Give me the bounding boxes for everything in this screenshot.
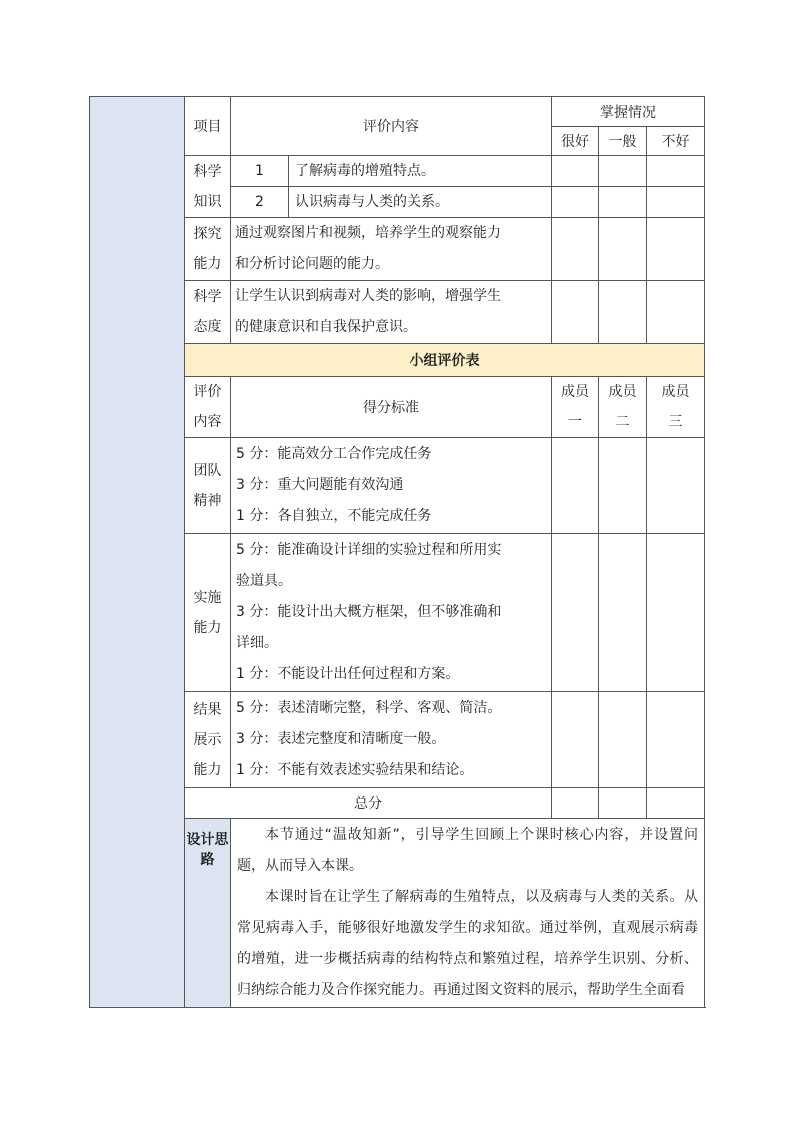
attitude-label (185, 281, 231, 344)
result-criteria (231, 692, 552, 788)
knowledge-row-num: 2 (231, 187, 289, 218)
total-cell[interactable] (647, 788, 705, 819)
total-cell[interactable] (599, 788, 647, 819)
score-cell[interactable] (647, 534, 705, 692)
left-side-column (90, 97, 185, 1008)
science-knowledge-label-1: 科学 (193, 163, 222, 180)
total-label: 总分 (185, 788, 552, 819)
header-item: 项目 (185, 97, 231, 156)
member-two-header (599, 377, 647, 438)
inquiry-label-2: 能力 (193, 256, 222, 272)
criteria-line: 3 分：表述完整度和清晰度一般。 (236, 731, 446, 747)
rating-cell[interactable] (647, 281, 705, 344)
score-cell[interactable] (599, 534, 647, 692)
criteria-line: 1 分：不能设计出任何过程和方案。 (236, 666, 460, 682)
criteria-line: 验道具。 (236, 573, 292, 589)
criteria-line: 3 分：能设计出大概方框架，但不够准确和 (236, 604, 502, 620)
result-label-3: 能力 (193, 761, 222, 778)
attitude-text (231, 281, 552, 344)
level-poor: 不好 (647, 127, 705, 156)
science-knowledge-label (185, 156, 231, 218)
criteria-line: 详细。 (236, 635, 278, 651)
member-three-header (647, 377, 705, 438)
result-label-2: 展示 (193, 731, 222, 748)
team-spirit-label (185, 438, 231, 534)
group-header-eval (185, 377, 231, 438)
team-spirit-label-2: 精神 (193, 492, 222, 509)
design-text (231, 819, 705, 1008)
implement-label-1: 实施 (193, 589, 222, 606)
score-cell[interactable] (552, 692, 599, 788)
design-paragraph-2: 本课时旨在让学生了解病毒的生殖特点，以及病毒与人类的关系。从常见病毒入手，能够很好地激发学生的求知欲。通过举例，直观展示病毒的增殖，进一步概括病毒的结构特点和繁殖过程，培养学生识别、分析、归纳综合能力及合作探究能力。再通过图文资料的展示，帮助学生全面看 (237, 889, 698, 998)
criteria-line: 3 分：重大问题能有效沟通 (236, 477, 404, 493)
rating-cell[interactable] (552, 187, 599, 218)
score-cell[interactable] (647, 438, 705, 534)
group-header-eval-2: 内容 (193, 414, 222, 430)
result-label (185, 692, 231, 788)
criteria-line: 5 分：能高效分工合作完成任务 (236, 446, 432, 462)
rating-cell[interactable] (552, 281, 599, 344)
member-three-line2: 三 (668, 414, 683, 430)
implement-label-2: 能力 (193, 619, 222, 636)
member-three-line1: 成员 (661, 384, 690, 400)
knowledge-row-num: 1 (231, 156, 289, 187)
lesson-table (89, 96, 705, 1008)
rating-cell[interactable] (552, 218, 599, 281)
attitude-label-2: 态度 (193, 319, 222, 335)
criteria-line: 1 分：各自独立，不能完成任务 (236, 508, 432, 524)
knowledge-row-text: 认识病毒与人类的关系。 (289, 187, 552, 218)
member-one-line1: 成员 (561, 384, 589, 400)
score-cell[interactable] (599, 692, 647, 788)
group-header-criteria: 得分标准 (231, 377, 552, 438)
rating-cell[interactable] (647, 156, 705, 187)
level-very-good: 很好 (552, 127, 599, 156)
group-header-eval-1: 评价 (193, 384, 222, 400)
score-cell[interactable] (647, 692, 705, 788)
design-paragraph-1: 本节通过“温故知新”，引导学生回顾上个课时核心内容，并设置问题，从而导入本课。 (237, 827, 698, 874)
member-two-line2: 二 (615, 414, 630, 430)
criteria-line: 1 分：不能有效表述实验结果和结论。 (236, 762, 474, 778)
score-cell[interactable] (552, 534, 599, 692)
header-mastery: 掌握情况 (552, 97, 705, 127)
group-table-title: 小组评价表 (185, 344, 705, 377)
member-one-header (552, 377, 599, 438)
inquiry-label (185, 218, 231, 281)
result-label-1: 结果 (193, 701, 222, 718)
score-cell[interactable] (552, 438, 599, 534)
member-one-line2: 一 (568, 414, 582, 430)
criteria-line: 5 分：表述清晰完整，科学、客观、简洁。 (236, 700, 502, 716)
rating-cell[interactable] (647, 187, 705, 218)
rating-cell[interactable] (599, 281, 647, 344)
rating-cell[interactable] (599, 187, 647, 218)
attitude-text-2: 的健康意识和自我保护意识。 (235, 319, 417, 335)
document-page (89, 96, 704, 1008)
rating-cell[interactable] (599, 156, 647, 187)
inquiry-label-1: 探究 (193, 226, 222, 242)
attitude-label-1: 科学 (193, 289, 222, 305)
inquiry-text-1: 通过观察图片和视频，培养学生的观察能力 (235, 225, 501, 241)
implement-criteria (231, 534, 552, 692)
science-knowledge-label-2: 知识 (193, 193, 222, 210)
team-spirit-criteria (231, 438, 552, 534)
inquiry-text-2: 和分析讨论问题的能力。 (235, 256, 389, 272)
rating-cell[interactable] (552, 156, 599, 187)
score-cell[interactable] (599, 438, 647, 534)
attitude-text-1: 让学生认识到病毒对人类的影响，增强学生 (235, 288, 501, 304)
knowledge-row-text: 了解病毒的增殖特点。 (289, 156, 552, 187)
header-content: 评价内容 (231, 97, 552, 156)
rating-cell[interactable] (647, 218, 705, 281)
rating-cell[interactable] (599, 218, 647, 281)
criteria-line: 5 分：能准确设计详细的实验过程和所用实 (236, 542, 502, 558)
design-label: 设计思路 (185, 819, 231, 1008)
member-two-line1: 成员 (608, 384, 637, 400)
level-average: 一般 (599, 127, 647, 156)
implement-label (185, 534, 231, 692)
total-cell[interactable] (552, 788, 599, 819)
team-spirit-label-1: 团队 (193, 462, 222, 479)
inquiry-text (231, 218, 552, 281)
